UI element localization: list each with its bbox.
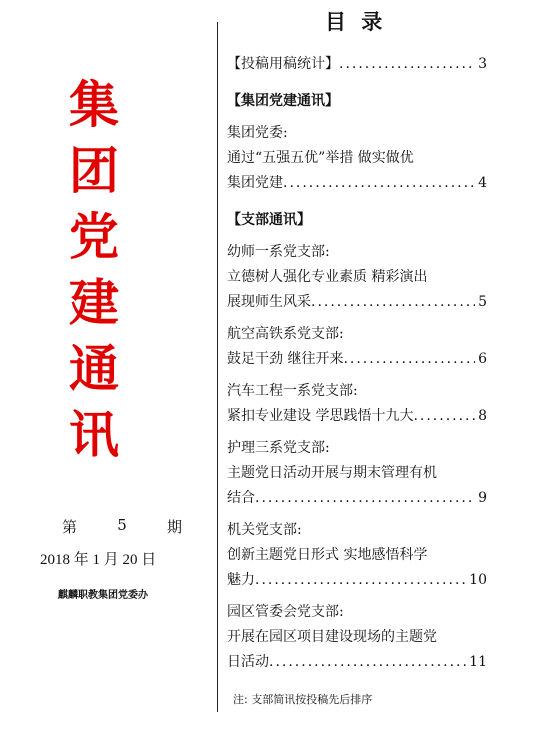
toc-spacer [227,114,487,121]
vertical-divider [217,22,218,712]
toc-spacer [227,315,487,322]
toc-spacer [227,372,487,379]
toc-leader-dots [343,347,475,372]
toc-spacer [227,196,487,208]
toc-entry-title: 集团党建 [227,175,283,191]
issue-value: 5 [117,516,127,534]
toc-entry-line: 立德树人强化专业素质 精彩演出 [227,269,428,285]
toc-entry-title: 展现师生风采 [227,294,311,310]
toc-section-heading: 【支部通讯】 [227,212,311,228]
publisher-org: 麒麟职教集团党委办 [58,590,148,601]
toc-spacer [227,429,487,436]
cover-title-char: 通 [69,339,119,398]
toc-entry-line: 开展在园区项目建设现场的主题党 [227,629,437,645]
toc-unit-name: 汽车工程一系党支部: [227,383,358,399]
toc-section-heading: 【集团党建通讯】 [227,93,339,109]
toc-entry[interactable] [227,404,487,429]
toc-leader-dots [255,568,466,593]
issue-date: 2018 年 1 月 20 日 [40,552,157,568]
toc-page-number: 8 [478,408,487,424]
cover-title-char: 建 [69,273,119,332]
toc-entry-title: 日活动 [227,654,269,670]
toc-spacer [227,77,487,89]
toc-page-number: 9 [478,490,487,506]
toc-entry-title: 紧扣专业建设 学思践悟十九大 [227,408,414,424]
toc-leader-dots [269,650,466,675]
toc-page-number: 10 [469,572,487,588]
toc-leader-dots [311,290,475,315]
toc-leader-dots [339,52,475,77]
toc-unit-name: 航空高铁系党支部: [227,326,344,342]
toc-page-number: 4 [478,175,487,191]
toc-entry[interactable] [227,650,487,675]
toc-spacer [227,593,487,600]
issue-number [62,516,182,537]
cover-title [64,72,124,468]
toc-entry[interactable] [227,568,487,593]
toc-leader-dots [413,404,475,429]
toc-entry[interactable] [227,171,487,196]
cover-title-char: 团 [69,141,119,200]
issue-prefix: 第 [62,518,78,536]
toc-entry-title: 【投稿用稿统计】 [227,56,339,72]
table-of-contents [227,52,487,675]
toc-entry[interactable] [227,290,487,315]
toc-unit-name: 集团党委: [227,125,288,141]
toc-spacer [227,511,487,518]
cover-title-char: 集 [69,75,119,134]
toc-heading: 目 录 [325,10,387,34]
toc-page-number: 6 [478,351,487,367]
toc-page-number: 11 [469,654,487,670]
toc-page-number: 3 [478,56,487,72]
toc-entry-line: 主题党日活动开展与期末管理有机 [227,465,437,481]
toc-unit-name: 幼师一系党支部: [227,244,330,260]
toc-entry[interactable] [227,52,487,77]
toc-page-number: 5 [478,294,487,310]
toc-entry-title: 鼓足干劲 继往开来 [227,351,344,367]
issue-suffix: 期 [166,518,182,536]
toc-entry-title: 结合 [227,490,255,506]
toc-entry[interactable] [227,486,487,511]
toc-note: 注: 支部简讯按投稿先后排序 [233,693,373,706]
toc-unit-name: 园区管委会党支部: [227,604,344,620]
toc-spacer [227,233,487,240]
toc-entry-title: 魅力 [227,572,255,588]
toc-leader-dots [255,486,475,511]
toc-entry-line: 通过“五强五优”举措 做实做优 [227,150,414,166]
cover-title-char: 党 [69,207,119,266]
toc-leader-dots [283,171,475,196]
toc-entry[interactable] [227,347,487,372]
toc-unit-name: 护理三系党支部: [227,440,330,456]
toc-entry-line: 创新主题党日形式 实地感悟科学 [227,547,428,563]
cover-title-char: 讯 [69,405,119,464]
toc-unit-name: 机关党支部: [227,522,302,538]
